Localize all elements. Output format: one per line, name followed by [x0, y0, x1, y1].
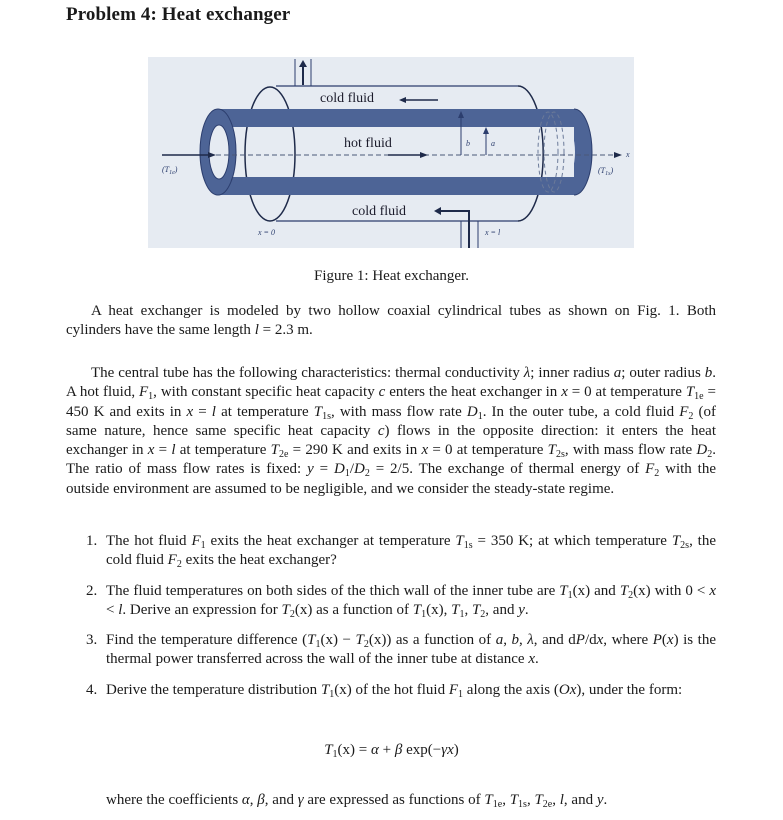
heat-exchanger-figure — [148, 57, 634, 248]
outlet-temperature-label: $(T_{1s})$ — [598, 166, 614, 177]
question-2: 2. The fluid temperatures on both sides of the thich wall of the inner tube are $T_1(x)$ and $T_2(x)$ with 0 < x < l. Derive an expression for $T_2(x)$ as a function of $T_1(x)$, $T_1$, $T_2$, and y. — [86, 582, 716, 620]
question-1: 1. The hot fluid $F_1$ exits the heat exchanger at temperature $T_{1s} = 350$ K; at which temperature $T_{2s}$, the cold fluid $F_2$ exits the heat exchanger? — [86, 533, 717, 571]
question-list — [86, 532, 716, 700]
heat-exchanger-diagram — [148, 57, 634, 248]
cold-fluid-top-label: cold fluid — [320, 91, 375, 106]
description-paragraph: The central tube has the following characteristics: thermal conductivity λ; inner radius a; outer radius b. A hot fluid, $F_1$, with constant specific heat capacity c enters the heat exchanger in x = 0 at temperature $T_{1e} = 450$ K and exits in x = l at temperature $T_{1s}$, with mass flow rate $D_1$. In the outer tube, a cold fluid $F_2$ (of same nature, hence same specific heat capacity c) flows in the opposite direction: it enters the heat exchanger in x = l at temperature $T_{2e} = 290$ K and exits in x = 0 at temperature $T_{2s}$, with mass flow rate $D_2$. The ratio of mass flow rates is fixed: $y = D_1/D_2 = 2/5$. The exchange of thermal energy of $F_2$ with the outside environment are assumed to be negligible, and we consider the steady-state regime. — [66, 365, 717, 497]
radius-b-label: b — [466, 139, 470, 148]
figure-caption: Figure 1: Heat exchanger. — [314, 268, 469, 284]
cold-fluid-bottom-label: cold fluid — [352, 204, 407, 219]
temperature-equation: $T_1(x) = \alpha + \beta$ exp(−γx) — [324, 742, 459, 760]
problem-title: Problem 4: Heat exchanger — [66, 4, 291, 25]
radius-a-label: a — [491, 139, 495, 148]
x-zero-label: x = 0 — [258, 228, 275, 237]
x-axis-label: x — [626, 150, 630, 159]
question-3: 3. Find the temperature difference $(T_1(x) - T_2(x))$ as a function of a, b, λ, and dP/dx, where P(x) is the thermal power transferred across the wall of the inner tube at distance x. — [86, 632, 716, 668]
inlet-temperature-label: $(T_{1e})$ — [162, 165, 178, 176]
x-l-label: x = l — [485, 228, 501, 237]
intro-paragraph: A heat exchanger is modeled by two hollow coaxial cylindrical tubes as shown on Fig. 1. Both cylinders have the same length l = 2.3 m. — [66, 303, 716, 339]
hot-fluid-label: hot fluid — [344, 136, 392, 151]
question-4: 4. Derive the temperature distribution $T_1(x)$ of the hot fluid $F_1$ along the axis (Ox), under the form: — [86, 681, 683, 700]
coefficients-note: where the coefficients α, β, and γ are expressed as functions of $T_{1e}$, $T_{1s}$, $T_{2e}$, l, and y. — [106, 792, 608, 810]
